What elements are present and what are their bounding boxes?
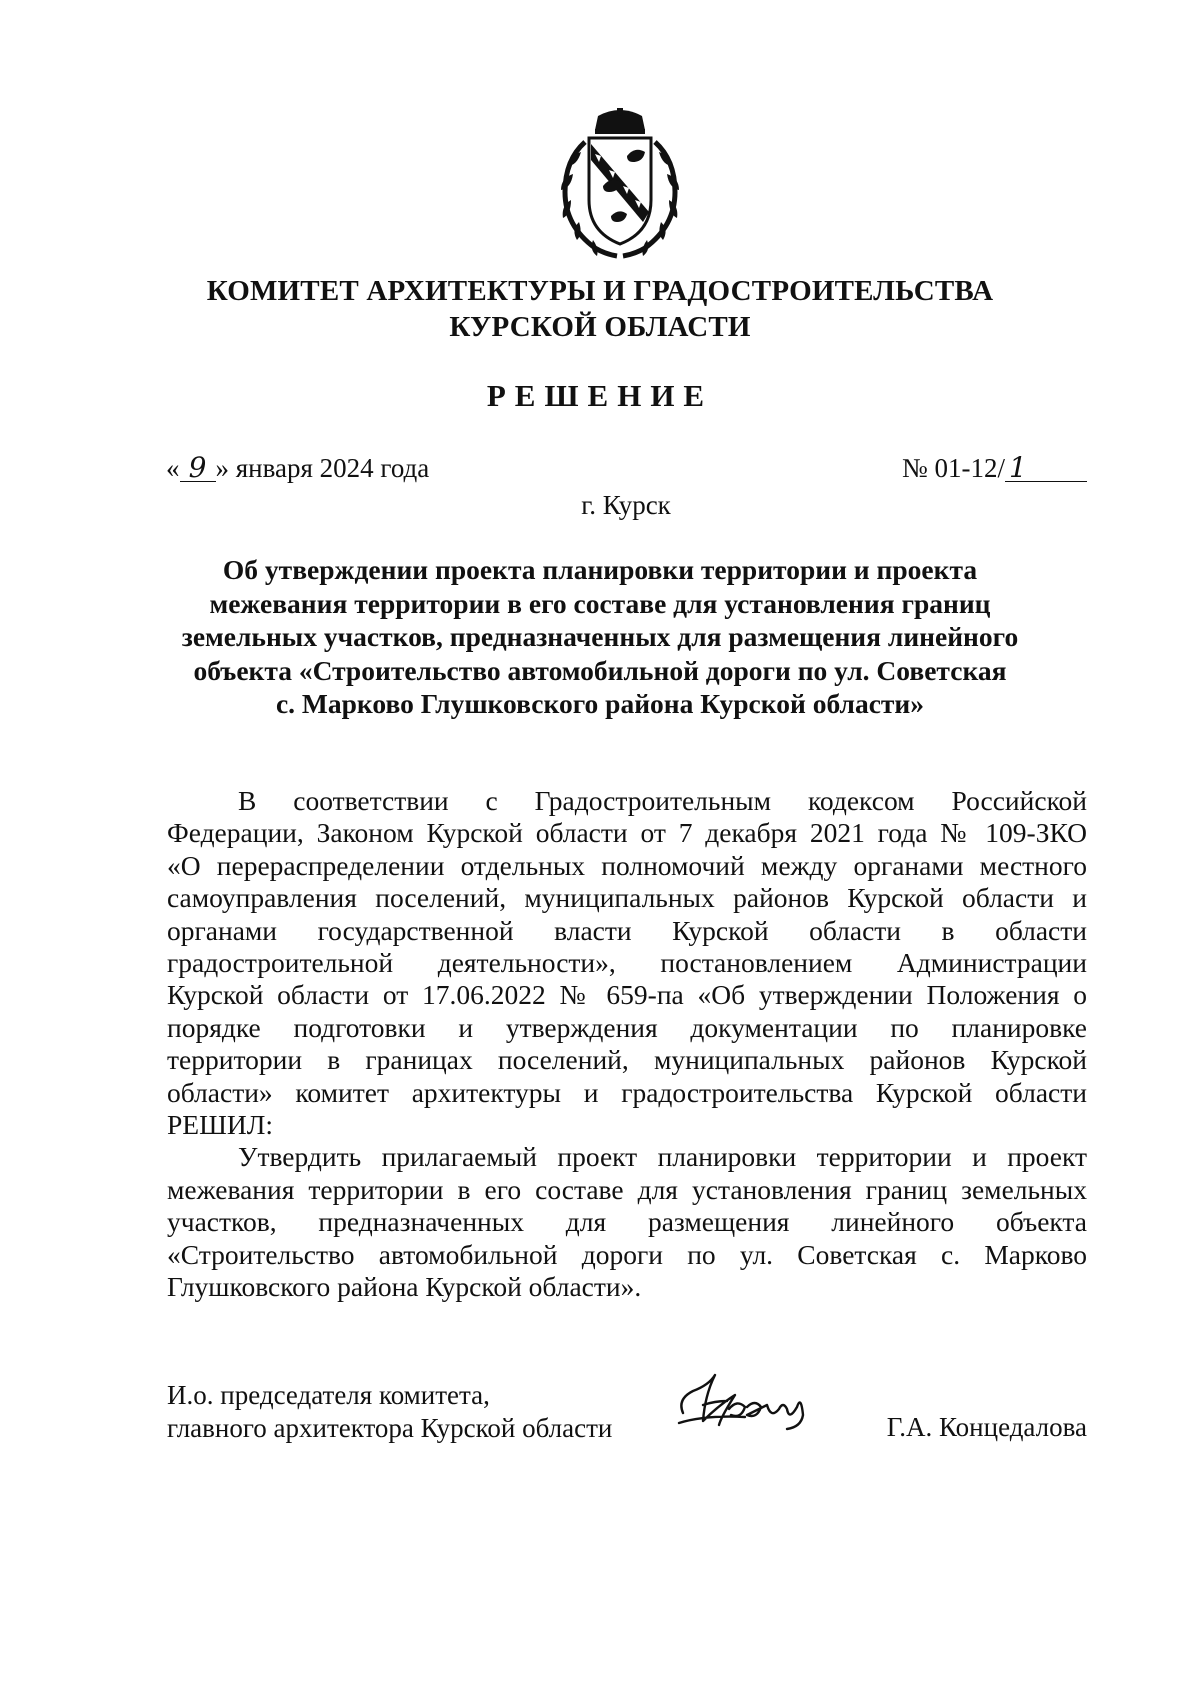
date-close-quote: »	[215, 453, 229, 483]
body-line: Глушковского района Курской области».	[167, 1271, 642, 1303]
document-type-heading: РЕШЕНИЕ	[486, 378, 714, 413]
title-line: с. Марково Глушковского района Курской области»	[275, 688, 925, 719]
document-body	[167, 785, 1087, 1304]
body-line: «О перераспределении отдельных полномочий между органами местного	[167, 849, 1087, 881]
title-line: земельных участков, предназначенных для размещения линейного	[181, 621, 1019, 652]
signatory-position-line1: И.о. председателя комитета,	[167, 1380, 490, 1410]
body-line: градостроительной деятельности», постановлением Администрации	[167, 947, 1087, 979]
signatory-position	[167, 1379, 612, 1444]
date-month-year: января 2024 года	[229, 453, 430, 483]
document-number-handwritten: 1	[1005, 455, 1087, 482]
title-line: Об утверждении проекта планировки территории и проекта	[222, 554, 978, 585]
title-line: межевания территории в его составе для установления границ	[209, 587, 991, 619]
document-number	[902, 453, 1087, 484]
kursk-coat-of-arms-icon	[551, 108, 689, 260]
organization-name-line2: КУРСКОЙ ОБЛАСТИ	[449, 311, 751, 343]
document-number-prefix: № 01-12/	[902, 453, 1006, 483]
date-open-quote: «	[166, 453, 180, 483]
body-line: Утвердить прилагаемый проект планировки территории и проект	[238, 1141, 1087, 1173]
body-line: органами государственной власти Курской области в области	[167, 914, 1087, 946]
body-line: «Строительство автомобильной дороги по ул. Советская с. Марково	[167, 1238, 1087, 1270]
date-day-handwritten: 9	[180, 455, 216, 482]
body-line: межевания территории в его составе для установления границ земельных	[167, 1173, 1087, 1205]
body-line: территории в границах поселений, муниципальных районов Курской	[167, 1044, 1087, 1076]
organization-name-line1: КОМИТЕТ АРХИТЕКТУРЫ И ГРАДОСТРОИТЕЛЬСТВА	[206, 275, 994, 307]
body-line-decision: РЕШИЛ:	[167, 1109, 273, 1141]
body-line: Курской области от 17.06.2022 № 659-па «Об утверждении Положения о	[167, 979, 1087, 1011]
body-line: самоуправления поселений, муниципальных районов Курской области и	[167, 882, 1087, 914]
document-city: г. Курск	[581, 490, 671, 520]
document-title	[160, 553, 1040, 721]
handwritten-signature	[675, 1365, 835, 1431]
document-date	[166, 453, 429, 484]
title-line: объекта «Строительство автомобильной дороги по ул. Советская	[193, 654, 1007, 686]
signatory-name: Г.А. Концедалова	[886, 1412, 1087, 1442]
body-line: Федерации, Законом Курской области от 7 декабря 2021 года № 109-ЗКО	[167, 817, 1087, 849]
signatory-position-line2: главного архитектора Курской области	[167, 1412, 613, 1443]
body-line: порядке подготовки и утверждения документации по планировке	[167, 1011, 1087, 1043]
body-line: области» комитет архитектуры и градостроительства Курской области	[167, 1076, 1087, 1108]
body-line: В соответствии с Градостроительным кодексом Российской	[238, 785, 1087, 816]
body-line: участков, предназначенных для размещения линейного объекта	[167, 1206, 1087, 1238]
